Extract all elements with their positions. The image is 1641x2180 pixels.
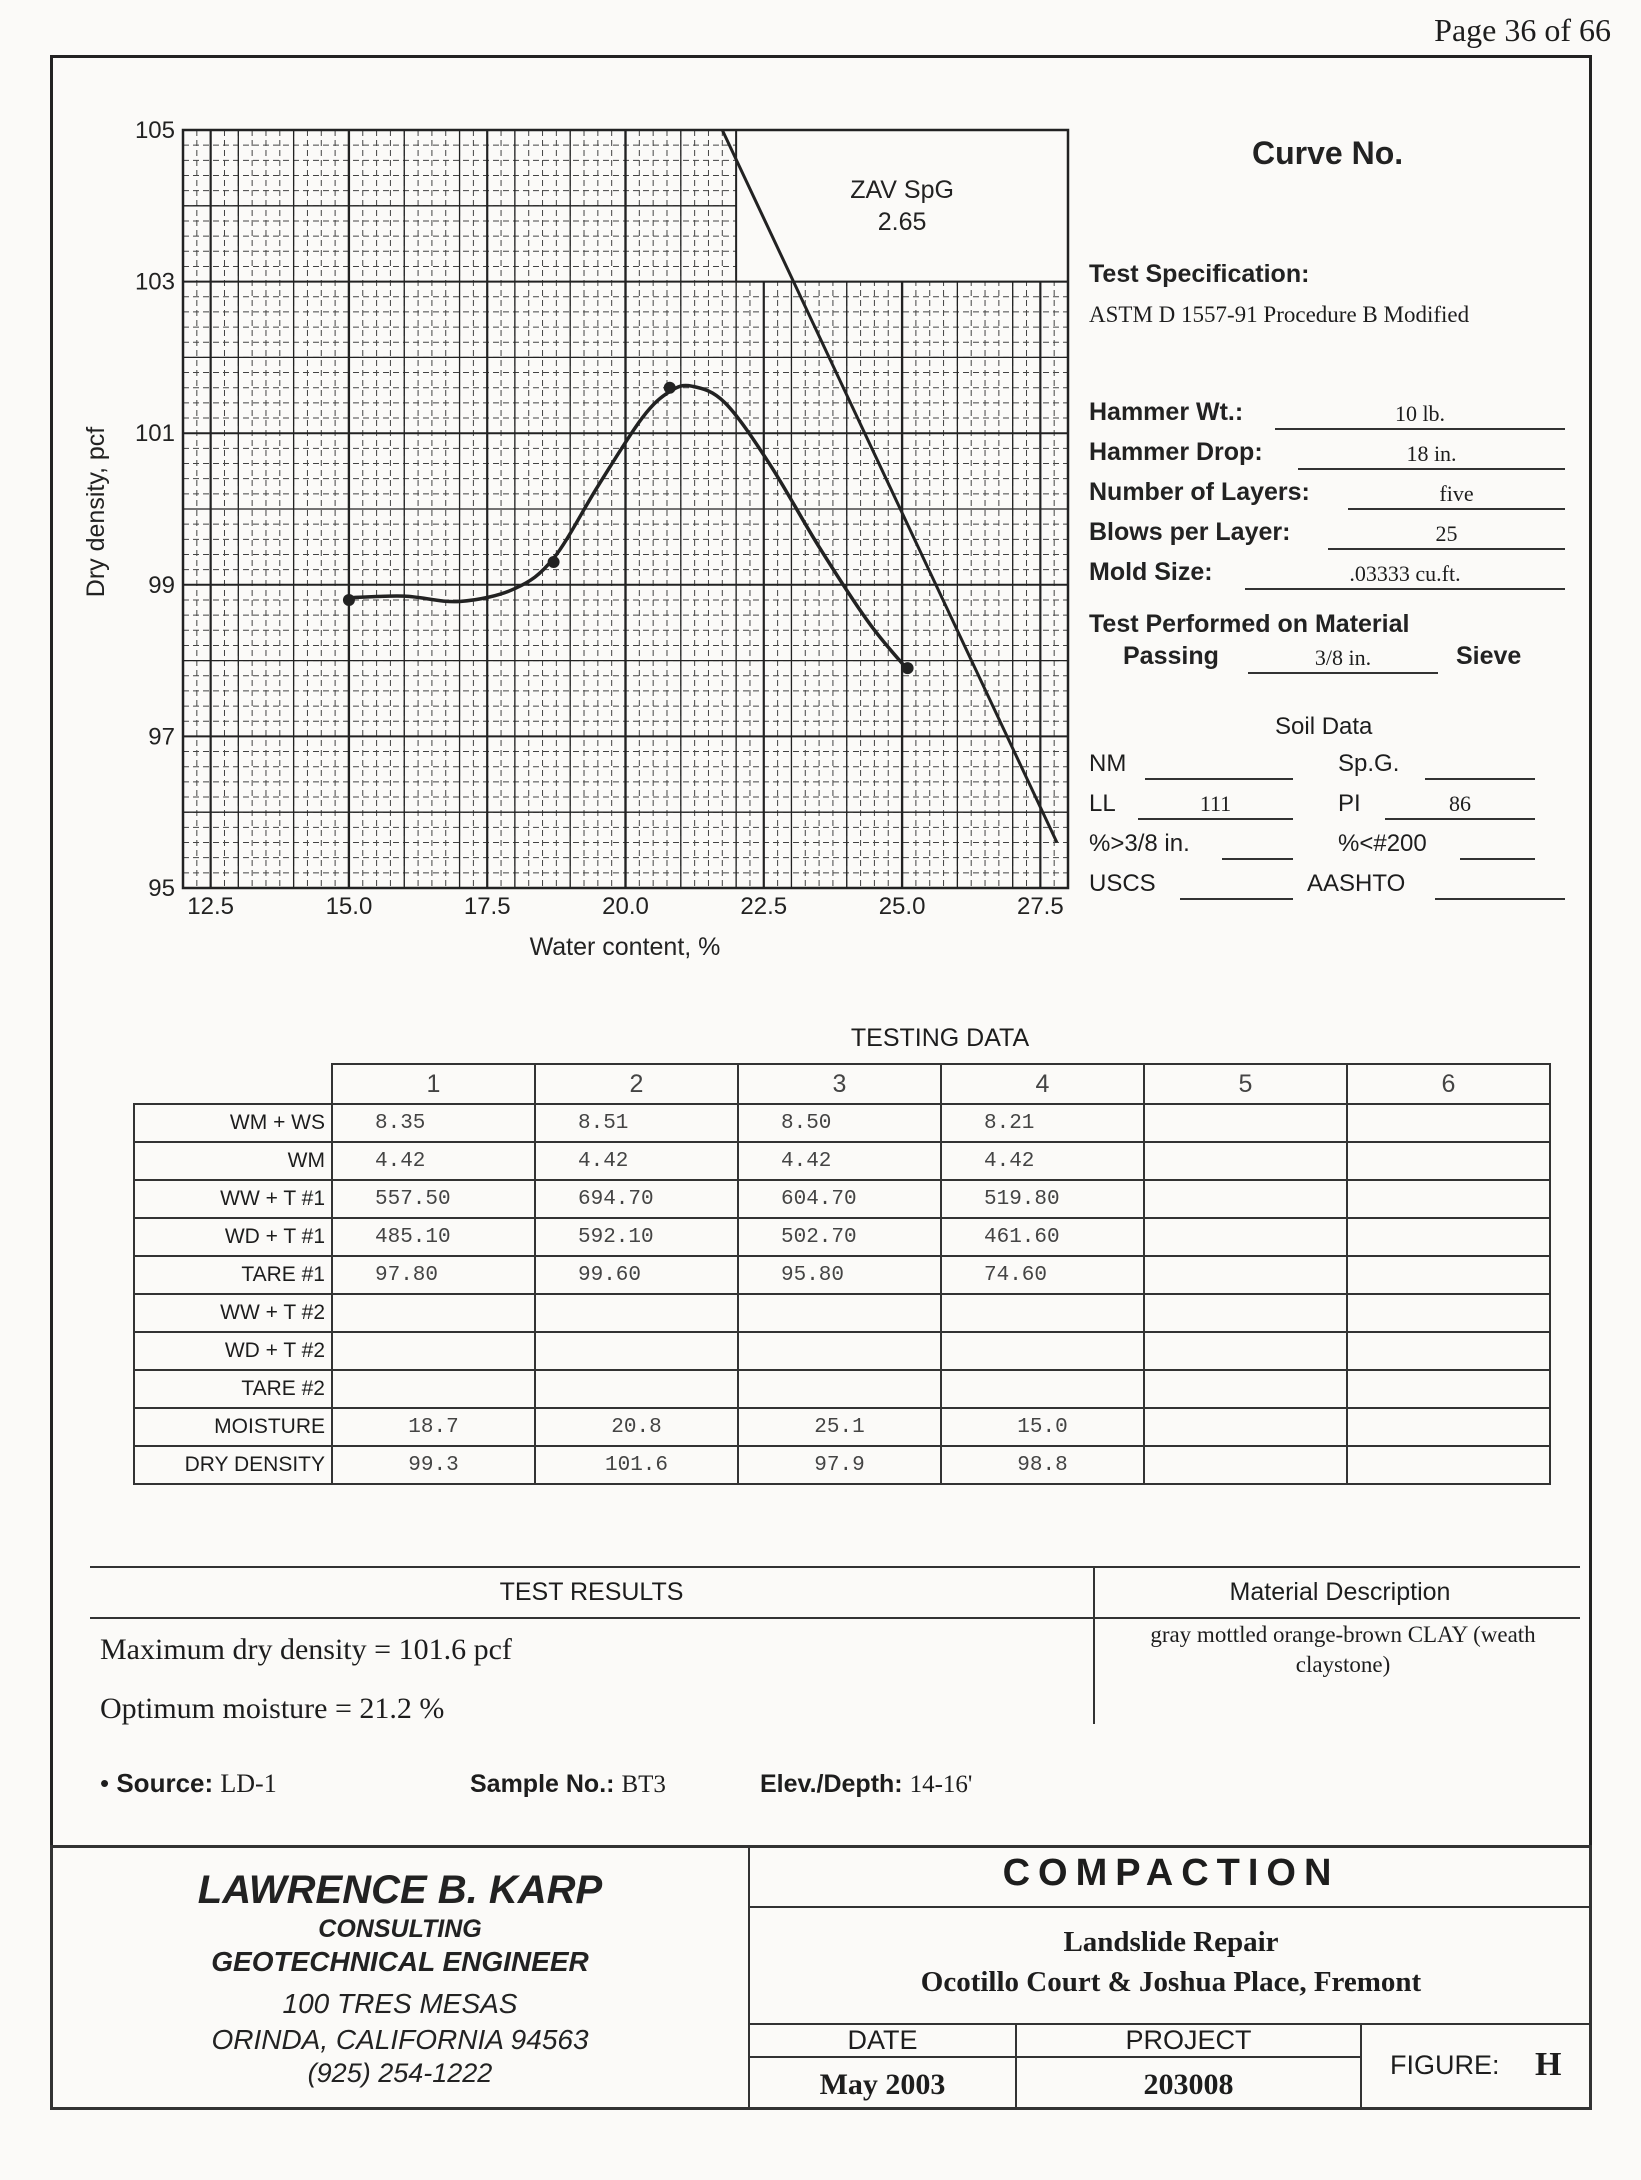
testing-cell bbox=[1347, 1218, 1550, 1256]
testing-data-title: TESTING DATA bbox=[850, 1024, 1030, 1052]
results-header-rule bbox=[90, 1617, 1580, 1619]
x-tick-label: 20.0 bbox=[602, 893, 649, 920]
testing-cell: 8.51 bbox=[535, 1104, 738, 1142]
testing-header-row bbox=[134, 1064, 1550, 1104]
testing-cell bbox=[535, 1370, 738, 1408]
testing-column-header: 4 bbox=[941, 1064, 1144, 1104]
y-tick-label: 97 bbox=[148, 723, 175, 751]
aashto-label: AASHTO bbox=[1307, 870, 1406, 897]
testing-row bbox=[134, 1256, 1550, 1294]
x-tick-label: 25.0 bbox=[878, 893, 926, 920]
testing-data-table bbox=[133, 1063, 1551, 1485]
testing-cell: 25.1 bbox=[738, 1408, 941, 1446]
y-tick-label: 105 bbox=[134, 117, 175, 144]
testing-row-label: WD + T #2 bbox=[134, 1332, 332, 1370]
report-title: COMPACTION bbox=[1002, 1852, 1340, 1894]
testing-row bbox=[134, 1408, 1550, 1446]
date-header-rule bbox=[750, 2056, 1360, 2058]
testing-cell bbox=[941, 1370, 1144, 1408]
sample-label: Sample No.: bbox=[470, 1770, 615, 1798]
testing-cell bbox=[1144, 1180, 1347, 1218]
y-tick-label: 101 bbox=[134, 420, 175, 448]
testing-cell bbox=[738, 1294, 941, 1332]
testing-cell bbox=[1347, 1142, 1550, 1180]
sieve-label: Sieve bbox=[1456, 642, 1522, 670]
testing-row bbox=[134, 1294, 1550, 1332]
ll-value: 111 bbox=[1138, 790, 1293, 820]
company-phone: (925) 254-1222 bbox=[307, 2058, 493, 2088]
testing-cell: 519.80 bbox=[941, 1180, 1144, 1218]
figure-value: H bbox=[1535, 2046, 1562, 2083]
performed-label: Test Performed on Material bbox=[1089, 610, 1410, 638]
project-figure-divider bbox=[1360, 2023, 1362, 2110]
zav-annotation-box bbox=[736, 130, 1068, 282]
testing-cell: 485.10 bbox=[332, 1218, 535, 1256]
x-tick-label: 22.5 bbox=[740, 893, 788, 920]
testing-cell bbox=[1144, 1104, 1347, 1142]
date-label: DATE bbox=[847, 2025, 918, 2055]
ll-label: LL bbox=[1089, 790, 1116, 817]
test-spec-value: ASTM D 1557-91 Procedure B Modified bbox=[1089, 302, 1470, 327]
testing-cell bbox=[1347, 1294, 1550, 1332]
testing-cell: 557.50 bbox=[332, 1180, 535, 1218]
testing-cell bbox=[1144, 1256, 1347, 1294]
over-38-value bbox=[1222, 830, 1293, 860]
testing-column-header: 2 bbox=[535, 1064, 738, 1104]
hammer-wt-label: Hammer Wt.: bbox=[1089, 398, 1244, 426]
pass-200-label: %<#200 bbox=[1338, 830, 1427, 857]
testing-cell bbox=[1347, 1446, 1550, 1484]
testing-cell bbox=[1347, 1256, 1550, 1294]
material-description-line2: claystone) bbox=[1295, 1652, 1391, 1677]
testing-row-label: TARE #1 bbox=[134, 1256, 332, 1294]
hammer-drop-label: Hammer Drop: bbox=[1089, 438, 1263, 466]
company-address2: ORINDA, CALIFORNIA 94563 bbox=[211, 2024, 589, 2055]
uscs-value bbox=[1180, 870, 1293, 900]
testing-row-label: WD + T #1 bbox=[134, 1218, 332, 1256]
test-spec-label: Test Specification: bbox=[1089, 260, 1310, 288]
testing-column-header: 5 bbox=[1144, 1064, 1347, 1104]
testing-row bbox=[134, 1370, 1550, 1408]
company-address1: 100 TRES MESAS bbox=[282, 1988, 518, 2019]
source-bullet: • bbox=[100, 1768, 110, 1798]
test-results-title: TEST RESULTS bbox=[499, 1578, 684, 1606]
testing-cell: 694.70 bbox=[535, 1180, 738, 1218]
testing-cell bbox=[1144, 1370, 1347, 1408]
testing-cell bbox=[1144, 1218, 1347, 1256]
testing-cell: 99.3 bbox=[332, 1446, 535, 1484]
material-description-title: Material Description bbox=[1229, 1578, 1451, 1606]
nm-label: NM bbox=[1089, 750, 1127, 777]
x-tick-label: 27.5 bbox=[1016, 893, 1064, 920]
data-point bbox=[343, 594, 355, 606]
testing-cell bbox=[1144, 1294, 1347, 1332]
testing-cell bbox=[941, 1332, 1144, 1370]
zav-label-line1: ZAV SpG bbox=[850, 176, 954, 204]
testing-cell bbox=[535, 1332, 738, 1370]
layers-value: five bbox=[1348, 480, 1565, 510]
spg-value bbox=[1425, 750, 1535, 780]
x-axis-ticks bbox=[187, 893, 1063, 920]
uscs-label: USCS bbox=[1089, 870, 1156, 897]
testing-cell bbox=[332, 1332, 535, 1370]
testing-cell: 74.60 bbox=[941, 1256, 1144, 1294]
testing-cell: 15.0 bbox=[941, 1408, 1144, 1446]
testing-cell: 97.9 bbox=[738, 1446, 941, 1484]
testing-column-header: 1 bbox=[332, 1064, 535, 1104]
hammer-wt-value: 10 lb. bbox=[1275, 400, 1565, 430]
testing-cell: 20.8 bbox=[535, 1408, 738, 1446]
company-line1: CONSULTING bbox=[318, 1915, 482, 1943]
testing-cell bbox=[1347, 1370, 1550, 1408]
testing-cell bbox=[941, 1294, 1144, 1332]
testing-row-label: WW + T #1 bbox=[134, 1180, 332, 1218]
company-line2: GEOTECHNICAL ENGINEER bbox=[211, 1946, 589, 1977]
testing-row-label: MOISTURE bbox=[134, 1408, 332, 1446]
optimum-moisture: Optimum moisture = 21.2 % bbox=[100, 1692, 445, 1725]
testing-cell: 18.7 bbox=[332, 1408, 535, 1446]
testing-column-header: 6 bbox=[1347, 1064, 1550, 1104]
passing-value: 3/8 in. bbox=[1248, 644, 1438, 674]
layers-label: Number of Layers: bbox=[1089, 478, 1310, 506]
figure-label: FIGURE: bbox=[1390, 2050, 1500, 2080]
testing-cell: 4.42 bbox=[535, 1142, 738, 1180]
x-tick-label: 15.0 bbox=[325, 893, 373, 920]
testing-header-blank bbox=[134, 1064, 332, 1104]
testing-cell bbox=[535, 1294, 738, 1332]
testing-row bbox=[134, 1446, 1550, 1484]
project-label: PROJECT bbox=[1125, 2025, 1252, 2055]
y-tick-label: 103 bbox=[134, 268, 175, 296]
testing-row-label: WM + WS bbox=[134, 1104, 332, 1142]
testing-row-label: TARE #2 bbox=[134, 1370, 332, 1408]
testing-cell: 4.42 bbox=[738, 1142, 941, 1180]
testing-column-header: 3 bbox=[738, 1064, 941, 1104]
testing-cell bbox=[1347, 1408, 1550, 1446]
results-top-rule bbox=[90, 1566, 1580, 1568]
testing-cell: 8.50 bbox=[738, 1104, 941, 1142]
testing-cell bbox=[332, 1370, 535, 1408]
source-line bbox=[100, 1768, 277, 1799]
company-name: LAWRENCE B. KARP bbox=[197, 1868, 603, 1912]
testing-cell bbox=[1347, 1332, 1550, 1370]
curve-no-label: Curve No. bbox=[1252, 135, 1404, 171]
blows-label: Blows per Layer: bbox=[1089, 518, 1291, 546]
source-label: Source: bbox=[116, 1768, 214, 1798]
zav-label-line2: 2.65 bbox=[877, 208, 927, 236]
elev-value: 14-16' bbox=[909, 1771, 973, 1798]
mold-size-label: Mold Size: bbox=[1089, 558, 1213, 586]
testing-cell: 98.8 bbox=[941, 1446, 1144, 1484]
page-number: Page 36 of 66 bbox=[1434, 12, 1611, 48]
aashto-value bbox=[1435, 870, 1565, 900]
elev-line bbox=[760, 1770, 972, 1799]
spg-label: Sp.G. bbox=[1338, 750, 1400, 777]
testing-cell bbox=[1144, 1408, 1347, 1446]
material-description-line1: gray mottled orange-brown CLAY (weath bbox=[1150, 1622, 1536, 1647]
sample-value: BT3 bbox=[621, 1771, 666, 1798]
project-name-line1: Landslide Repair bbox=[1063, 1926, 1279, 1958]
testing-row-label: WM bbox=[134, 1142, 332, 1180]
report-title-rule bbox=[750, 1906, 1592, 1908]
testing-cell bbox=[738, 1332, 941, 1370]
testing-row bbox=[134, 1180, 1550, 1218]
testing-cell: 4.42 bbox=[941, 1142, 1144, 1180]
y-axis-ticks bbox=[135, 117, 175, 902]
testing-cell bbox=[738, 1370, 941, 1408]
testing-cell bbox=[1144, 1332, 1347, 1370]
project-value: 203008 bbox=[1143, 2068, 1234, 2101]
compaction-curve bbox=[349, 385, 908, 669]
testing-cell: 502.70 bbox=[738, 1218, 941, 1256]
testing-row-label: DRY DENSITY bbox=[134, 1446, 332, 1484]
testing-cell: 8.35 bbox=[332, 1104, 535, 1142]
testing-cell: 604.70 bbox=[738, 1180, 941, 1218]
date-value: May 2003 bbox=[819, 2068, 946, 2101]
nm-value bbox=[1145, 750, 1293, 780]
soil-data-title: Soil Data bbox=[1275, 713, 1373, 740]
testing-cell bbox=[332, 1294, 535, 1332]
testing-row bbox=[134, 1218, 1550, 1256]
pass-200-value bbox=[1460, 830, 1535, 860]
testing-cell: 461.60 bbox=[941, 1218, 1144, 1256]
y-axis-label: Dry density, pcf bbox=[82, 426, 110, 598]
y-tick-label: 99 bbox=[148, 571, 175, 599]
pi-label: PI bbox=[1338, 790, 1361, 817]
over-38-label: %>3/8 in. bbox=[1089, 830, 1190, 857]
testing-cell bbox=[1144, 1446, 1347, 1484]
mold-size-value: .03333 cu.ft. bbox=[1245, 560, 1565, 590]
sample-line bbox=[470, 1770, 666, 1799]
testing-row bbox=[134, 1142, 1550, 1180]
project-name-line2: Ocotillo Court & Joshua Place, Fremont bbox=[920, 1966, 1422, 1998]
testing-cell: 97.80 bbox=[332, 1256, 535, 1294]
testing-cell bbox=[1347, 1180, 1550, 1218]
source-value: LD-1 bbox=[220, 1769, 277, 1798]
elev-label: Elev./Depth: bbox=[760, 1770, 903, 1798]
testing-cell: 8.21 bbox=[941, 1104, 1144, 1142]
testing-cell bbox=[1347, 1104, 1550, 1142]
testing-cell: 592.10 bbox=[535, 1218, 738, 1256]
max-dry-density: Maximum dry density = 101.6 pcf bbox=[100, 1633, 512, 1666]
testing-row bbox=[134, 1104, 1550, 1142]
x-axis-label: Water content, % bbox=[529, 933, 721, 961]
pi-value: 86 bbox=[1385, 790, 1535, 820]
testing-cell: 101.6 bbox=[535, 1446, 738, 1484]
x-tick-label: 17.5 bbox=[463, 893, 511, 920]
testing-row bbox=[134, 1332, 1550, 1370]
data-point bbox=[548, 556, 560, 568]
testing-row-label: WW + T #2 bbox=[134, 1294, 332, 1332]
blows-value: 25 bbox=[1328, 520, 1565, 550]
testing-cell bbox=[1144, 1142, 1347, 1180]
passing-label: Passing bbox=[1123, 642, 1219, 670]
y-tick-label: 95 bbox=[148, 875, 175, 902]
hammer-drop-value: 18 in. bbox=[1298, 440, 1565, 470]
testing-cell: 95.80 bbox=[738, 1256, 941, 1294]
x-tick-label: 12.5 bbox=[187, 893, 235, 920]
testing-cell: 4.42 bbox=[332, 1142, 535, 1180]
testing-cell: 99.60 bbox=[535, 1256, 738, 1294]
data-point bbox=[902, 662, 914, 674]
data-point bbox=[664, 382, 676, 394]
